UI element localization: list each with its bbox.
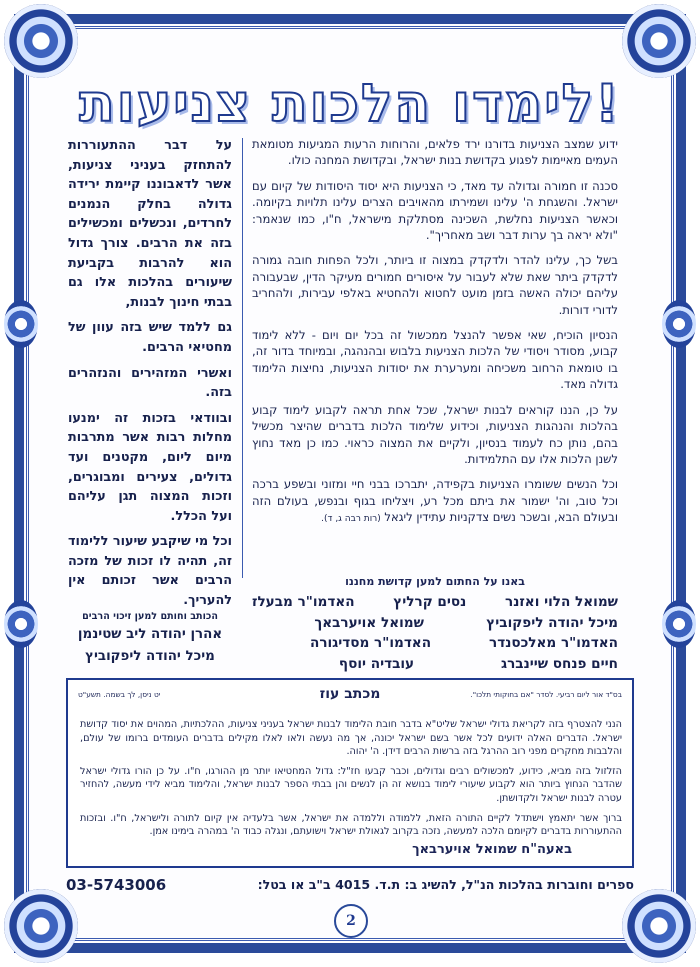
signer-name: מיכל יהודה ליפקוביץ [486,614,618,631]
signers-heading: באנו על החתום למען קדושת מחננו [345,575,525,588]
signer-name: אהרן יהודה ליב שטינמן [77,627,223,642]
side-ornament-icon [662,600,696,648]
letter-title: מכתב עוז [319,686,381,702]
side-column [68,136,232,617]
phone-number: 03-5743006 [66,876,167,894]
letter-signature: באעה"ח שמואל אויערבאך [412,842,572,857]
paragraph: על כן, הננו קוראים לבנות ישראל, שכל אחת תראה לקבוע לימוד קבוע בהלכות והנהגות הצניעות, וכידוע שלימוד הלכות בדברים שהיצר מכשיל בהם, נותן כח לעמוד בנסיון, ולקיים את המצוה כראוי. כמו כן מאד נחוץ לשנן הלכות אלו עם התלמידות. [252,402,618,466]
letter-box [66,678,634,868]
letter-paragraph: הזלזול בזה מביא, כידוע, למכשולים רבים וגדולים, וכבר קבעו חז"ל: גדול המחטיאו יותר מן ההורגו, ח"ו. על כן הורו גדולי ישראל שהדבר הנחוץ ביותר הוא לקבוע שיעורי לימוד בנושא זה הן לנשים והן בבתי הספר לבנות ישראל, והלימוד מביא לידי מעשה, להחזיר עטרה לבנות ישראל ולקדושתן. [80,765,622,804]
signer-name: האדמו"ר מסדיגורה [309,635,432,652]
signers-caption: הכותב וחותם למען זיכוי הרבים [82,611,218,622]
letter-paragraph: הנני להצטרף בזה לקריאת גדולי ישראל שליט"א בדבר חובת הלימוד לבנות ישראל בעניני צניעות, ההלכתיות, המהוים את יסוד קדושת ישראל. הדברים האלה ידועים לכל אשר בשם ישראל יכונה, אך מה נעשה ולאו לאלו מקילים בדברים העומדים ברומו של עולם, והלבבות מחקרים מפני רוב ההרגל בזה ברשות הרבים דידן. ה' יהוה. [80,719,622,758]
side-signers [68,610,232,668]
paragraph [252,476,618,527]
signers-row [252,633,618,654]
paragraph: סכנה זו חמורה וגדולה עד מאד, כי הצניעות היא יסוד היסודות של קיום עם ישראל. והשגחת ה' עלינו ושמירתו מהאויבים הצרים עלינו תלויות בקיומה. וכאשר הצניעות נחלשת, השכינה מסתלקת מישראל, ח"ו, כמו שנאמר: "ולא יראה בך ערות דבר ושב מאחריך". [252,178,618,243]
signer-name: שמואל הלוי ואזנר [505,594,618,610]
paragraph: ואשרי המזהירים והנזהרים בזה. [68,365,232,401]
letter-body [80,718,622,845]
signers-row [252,613,618,634]
signer-name: נסים קרליץ [393,594,467,610]
paragraph-text: וכל הנשים ששומרו הצניעות בקפידה, יתברכו בבני חיי ומזוני ובשפע ברכה וכל טוב, וה' ישמור את ביתם מכל רע, ויצליחו בגוף ובנפש, בעולם הזה ובעולם הבא, ובשכר נשים צדקניות עתידין ליגאל [252,477,618,525]
paragraph: בשל כך, עלינו להדר ולדקדק במצוה זו ביותר, ולכל הפחות חובה גמורה לדקדק ביתר שאת שלא לעבור על איסורים חמורים מעיקר הדין, שבעבורה עליהם יכולה האשה בזמן מועט לחטוא ולהחטיא באלפי עבירות, ולהחריב לדורי דורות. [252,253,618,317]
page-number: 2 [334,904,368,938]
footer-text: ספרים וחוברות בהלכות הנ"ל, להשיג ב: ת.ד. 4015 ב"ב או בטל: [257,877,634,892]
side-ornament-icon [662,300,696,348]
signers-row [252,654,618,675]
footer-contact [66,874,634,896]
paragraph: ובוודאי בזכות זה ימנעו מחלות רבות אשר מתרבות מיום ליום, מקטנים ועד גדולים, צעירים ומבוגרים, וזכות המצוה תגן עליהם ועל הכלל. [68,410,232,524]
signer-name: שמואל אויערבאך [314,614,424,631]
page-title: לימדו הלכות צניעות! [79,74,621,134]
signer-name: האדמו"ר מאלכסנדר [489,635,618,652]
paragraph: על דבר ההתעוררות להתחזק בעניני צניעות, אשר לדאבוננו קיימת ירידה גדולה בחלק הנמנים לחרדים, ונכשלים ומכשילים בזה את הרבים. צורך גדול הוא להרבות בקביעת שיעורים בהלכות אלו גם בבתי חינוך לבנות, [68,138,232,310]
paragraph: גם ללמד שיש בזה עוון של מחטיאי הרבים. [68,320,232,355]
corner-ornament-icon [622,889,696,963]
column-divider [242,138,243,578]
citation: (רות רבה ג, ד). [321,514,381,525]
main-column [252,136,618,537]
signer-name: עובדיה יוסף [338,655,415,672]
signer-name: מיכל יהודה ליפקוביץ [85,649,215,664]
signer-name: חיים פנחס שיינברג [501,655,618,672]
letter-paragraph: ברוך אשר יתאמץ וישתדל לקיים התורה הזאת, ללמודה וללמדה את ישראל, אשר בלעדיה אין קיום לתורה ולישראל, ח"ו. ובזכות ההתעוררות בדברים לקיומם הלכה למעשה, נזכה בקרוב לגאולת ישראל וישועתם, ונגלה כבוד ה' במהרה בימינו אמן. [80,812,622,838]
paragraph: ידוע שמצב הצניעות בדורנו ירד פלאים, והרוחות הרעות המגיעות מטומאת העמים מאיימות לפגוע בקדושת בנות ישראל, ובקדושת המחנה כולו. [252,137,618,168]
paragraph: הנסיון הוכיח, שאי אפשר להנצל ממכשול זה בכל יום ויום - ללא לימוד קבוע, מסודר ויסודי של הלכות הצניעות בלבוש ובהנהגה, ובמיוחד בדור זה, בו טומאת הרחוב משכיחה ומערערת את יסודות הצניעות, נחיצות הלימוד גדולה מאד. [252,328,618,392]
side-ornament-icon [4,300,38,348]
corner-ornament-icon [622,4,696,78]
signers-list [252,592,618,674]
corner-ornament-icon [4,889,78,963]
signers-row [252,592,618,613]
letter-date-note: יט ניסן, לך בשמה. תשע"ט [78,690,161,699]
paragraph: וכל מי שיקבע שיעור ללימוד זה, תהיה לו זכות של מזכה הרבים אשר זכותם אין להעריך. [68,534,232,609]
side-ornament-icon [4,600,38,648]
signer-name: האדמו"ר מבעלז [252,594,355,610]
corner-ornament-icon [4,4,78,78]
letter-date-note: בס"ד אור ליום רביעי. לסדר "אם בחוקותי תלכו". [470,690,622,699]
